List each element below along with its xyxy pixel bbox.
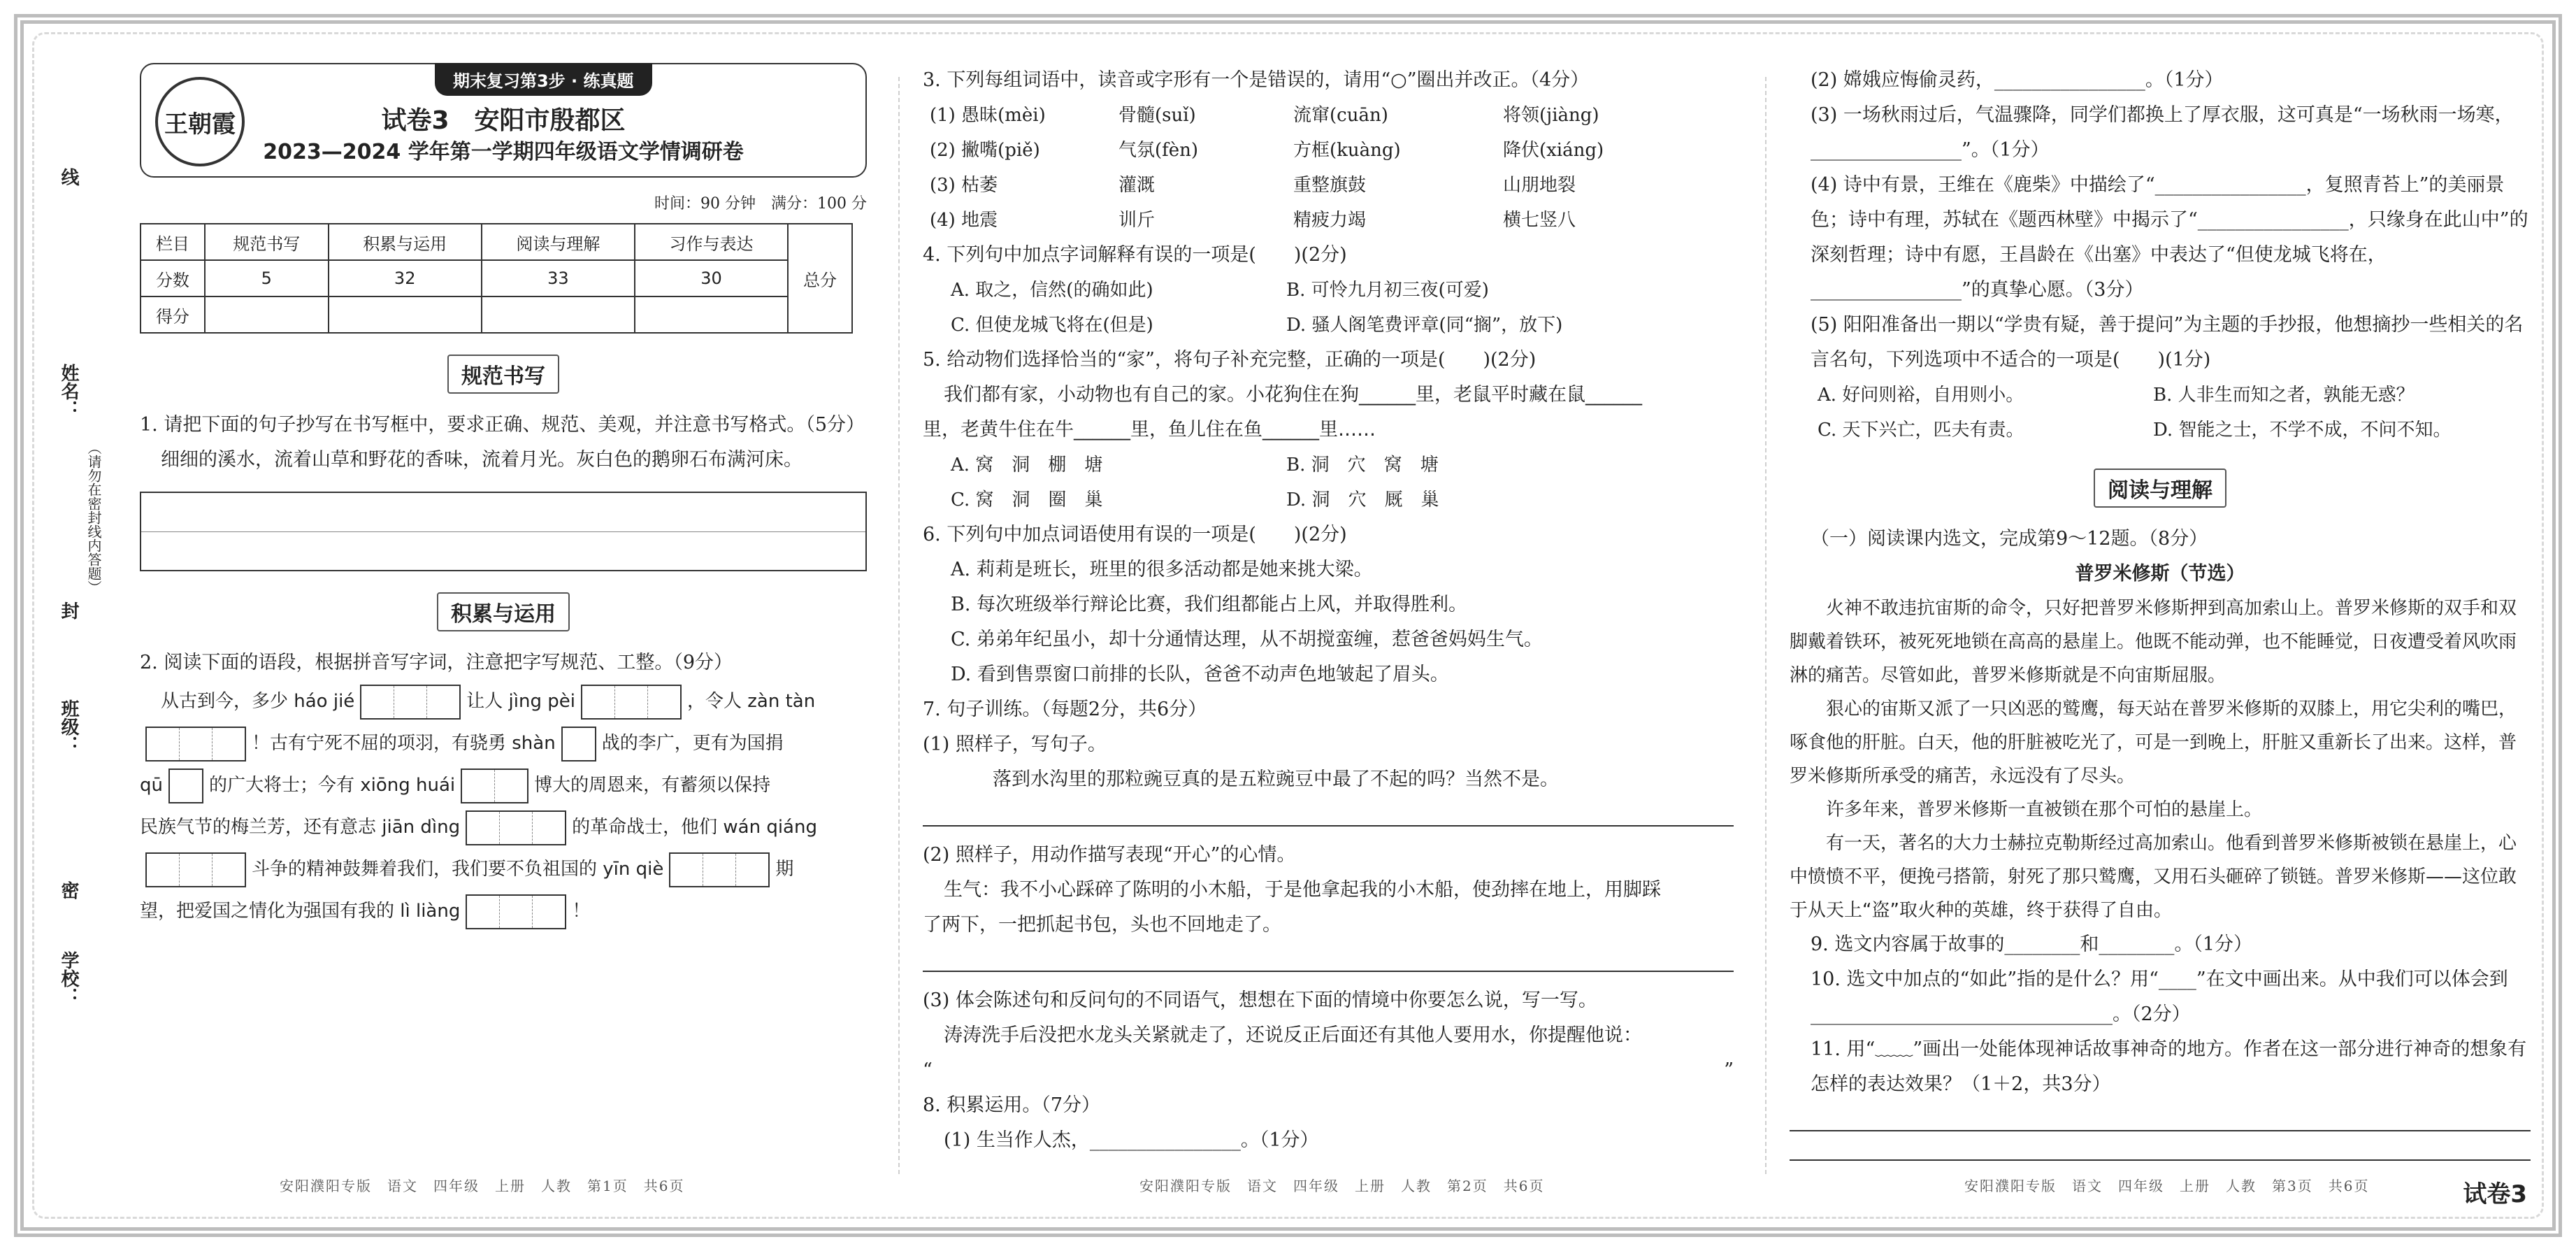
score-input[interactable] bbox=[205, 296, 329, 333]
q8-item: (5) 阳阳准备出一期以“学贵有疑，善于提问”为主题的手抄报，他想摘抄一些相关的名言名句，下列选项中不适合的一项是( )(1分) bbox=[1811, 314, 2524, 371]
option[interactable]: A. 窝 洞 棚 塘 bbox=[951, 455, 1103, 476]
option[interactable]: C. 弟弟年纪虽小，却十分通情达理，从不胡搅蛮缠，惹爸爸妈妈生气。 bbox=[951, 629, 1543, 650]
word: 将领(jiàng) bbox=[1503, 105, 1599, 126]
question-8: 8. 积累运用。（7分） bbox=[923, 1094, 1101, 1116]
writing-box[interactable] bbox=[140, 492, 867, 571]
binding-mark-3: 密 bbox=[58, 881, 79, 899]
passage-text: 的广大将士；今有 xiōng huái bbox=[208, 775, 456, 796]
passage-paragraph: 有一天，著名的大力士赫拉克勒斯经过高加索山。他看到普罗米修斯被锁在悬崖上，心中愤愤不平，便挽弓搭箭，射死了那只鹫鹰，又用石头砸碎了锁链。普罗米修斯——这位敢于从天上“盗”取火种的英雄，终于获得了自由。 bbox=[1790, 833, 2517, 921]
passage-text: ！ bbox=[572, 901, 591, 922]
char-boxes[interactable] bbox=[145, 727, 246, 762]
page-footer: 安阳濮阳专版 语文 四年级 上册 人教 第2页 共6页 bbox=[1139, 1178, 1545, 1194]
option[interactable]: C. 但使龙城飞将在(但是) bbox=[951, 315, 1153, 336]
header-tag: 期末复习第3步 · 练真题 bbox=[435, 63, 652, 96]
word: (1) 愚昧(mèi) bbox=[930, 105, 1046, 126]
option[interactable]: D. 洞 穴 厩 巢 bbox=[1286, 489, 1439, 510]
q7-quote-line[interactable] bbox=[923, 1053, 1734, 1088]
word: 训斤 bbox=[1118, 210, 1156, 231]
quote-close: ” bbox=[1724, 1059, 1734, 1081]
q7-sub: (1) 照样子，写句子。 bbox=[923, 734, 1107, 755]
word: 方框(kuàng) bbox=[1293, 140, 1401, 161]
page-label: 试卷3 bbox=[2463, 1180, 2527, 1208]
column-divider bbox=[898, 77, 900, 1174]
section-title bbox=[140, 355, 867, 394]
binding-strip bbox=[49, 140, 105, 1139]
char-boxes[interactable] bbox=[466, 810, 566, 845]
passage-title: 普罗米修斯（节选） bbox=[2075, 563, 2245, 585]
exam-title: 试卷3 安阳市殷都区 bbox=[381, 106, 626, 135]
option[interactable]: C. 窝 洞 圈 巢 bbox=[951, 489, 1103, 510]
exam-meta: 时间：90 分钟 满分：100 分 bbox=[654, 195, 867, 213]
score-cell: 5 bbox=[205, 260, 329, 296]
score-header: 习作与表达 bbox=[635, 224, 788, 260]
school-label: 学校： bbox=[58, 951, 79, 1006]
copy-text: 细细的溪水，流着山草和野花的香味，流着月光。灰白色的鹅卵石布满河床。 bbox=[161, 449, 803, 471]
q7-example: 了两下，一把抓起书包，头也不回地走了。 bbox=[923, 914, 1281, 936]
column-1 bbox=[140, 63, 867, 1167]
passage-paragraph: 狠心的宙斯又派了一只凶恶的鹫鹰，每天站在普罗米修斯的双膝上，用它尖利的嘴巴，啄食他的肝脏。白天，他的肝脏被吃光了，可是一到晚上，肝脏又重新长了出来。这样，普罗米修斯所承受的痛苦，永远没有了尽头。 bbox=[1790, 699, 2517, 787]
q4-options bbox=[923, 273, 1734, 343]
option[interactable]: A. 好问则裕，自用则小。 bbox=[1818, 385, 2024, 406]
column-3 bbox=[1790, 63, 2531, 1167]
q7-example: 落到水沟里的那粒豌豆真的是五粒豌豆中最了不起的吗？当然不是。 bbox=[993, 769, 1559, 790]
passage-paragraph: 火神不敢违抗宙斯的命令，只好把普罗米修斯押到高加索山上。普罗米修斯的双手和双脚戴着铁环，被死死地锁在高高的悬崖上。他既不能动弹，也不能睡觉，日夜遭受着风吹雨淋的痛苦。尽管如此，普罗米修斯就是不向宙斯屈服。 bbox=[1790, 598, 2517, 686]
char-boxes[interactable] bbox=[581, 685, 682, 720]
pinyin-passage bbox=[140, 680, 867, 932]
question-6: 6. 下列句中加点词语使用有误的一项是( )(2分) bbox=[923, 524, 1347, 545]
option[interactable]: D. 看到售票窗口前排的长队，爸爸不动声色地皱起了眉头。 bbox=[951, 664, 1449, 685]
question-3: 3. 下列每组词语中，读音或字形有一个是错误的，请用“○”圈出并改正。（4分） bbox=[923, 69, 1590, 91]
option[interactable]: B. 可怜九月初三夜(可爱) bbox=[1286, 280, 1489, 301]
score-header: 规范书写 bbox=[205, 224, 329, 260]
q7-text: 涛涛洗手后没把水龙头关紧就走了，还说反正后面还有其他人要用水，你提醒他说： bbox=[944, 1024, 1642, 1046]
q8-item: (2) 嫦娥应悔偷灵药，________________。（1分） bbox=[1811, 69, 2224, 91]
section-title bbox=[140, 592, 867, 631]
answer-line[interactable] bbox=[923, 808, 1734, 827]
q7-sub: (3) 体会陈述句和反问句的不同语气，想想在下面的情境中你要怎么说，写一写。 bbox=[923, 989, 1597, 1011]
char-boxes[interactable] bbox=[669, 852, 770, 887]
question-7: 7. 句子训练。（每题2分，共6分） bbox=[923, 699, 1207, 720]
score-cell: 分数 bbox=[141, 260, 205, 296]
q3-row bbox=[923, 203, 1734, 238]
exam-header bbox=[140, 63, 867, 178]
q8-item: (1) 生当作人杰，________________。（1分） bbox=[944, 1129, 1319, 1151]
section-title-text: 规范书写 bbox=[447, 355, 559, 394]
option[interactable]: A. 莉莉是班长，班里的很多活动都是她来挑大梁。 bbox=[951, 559, 1373, 580]
question-5: 5. 给动物们选择恰当的“家”，将句子补充完整，正确的一项是( )(2分) bbox=[923, 349, 1537, 371]
section-title-text: 积累与运用 bbox=[437, 592, 570, 631]
q7-example: 生气：我不小心踩碎了陈明的小木船，于是他拿起我的小木船，使劲摔在地上，用脚踩 bbox=[944, 879, 1661, 901]
word: (3) 枯萎 bbox=[930, 175, 998, 196]
q3-row bbox=[923, 98, 1734, 133]
q3-row bbox=[923, 168, 1734, 203]
q5-text: 我们都有家，小动物也有自己的家。小花狗住在狗______里，老鼠平时藏在鼠______ bbox=[944, 384, 1642, 406]
q8-options bbox=[1790, 378, 2531, 448]
option[interactable]: B. 每次班级举行辩论比赛，我们组都能占上风，并取得胜利。 bbox=[951, 594, 1468, 615]
passage-text: 让人 jìng pèi bbox=[466, 691, 575, 712]
score-cell: 32 bbox=[329, 260, 482, 296]
passage-text: 民族气节的梅兰芳，还有意志 jiān dìng bbox=[140, 817, 461, 838]
word: 重整旗鼓 bbox=[1293, 175, 1367, 196]
score-input[interactable] bbox=[329, 296, 482, 333]
char-boxes[interactable] bbox=[461, 769, 528, 803]
passage-text: ，令人 zàn tàn bbox=[686, 691, 816, 712]
question-1: 1. 请把下面的句子抄写在书写框中，要求正确、规范、美观，并注意书写格式。（5分） bbox=[140, 414, 865, 436]
section-title bbox=[1790, 469, 2531, 508]
class-label: 班级： bbox=[58, 699, 79, 754]
passage-text: qū bbox=[140, 775, 163, 796]
score-header-total: 总分 bbox=[788, 224, 852, 333]
word: 骨髓(suǐ) bbox=[1118, 105, 1196, 126]
score-table bbox=[140, 223, 853, 334]
logo-icon: 王朝霞 bbox=[155, 77, 245, 166]
char-boxes[interactable] bbox=[466, 894, 566, 929]
answer-line[interactable] bbox=[1790, 1113, 2531, 1131]
binding-note: （请勿在密封线内答题） bbox=[85, 441, 102, 594]
word: 气氛(fèn) bbox=[1118, 140, 1199, 161]
word: 灌溉 bbox=[1118, 175, 1156, 196]
question-2: 2. 阅读下面的语段，根据拼音写字词，注意把字写规范、工整。（9分） bbox=[140, 652, 733, 673]
char-boxes[interactable] bbox=[561, 727, 596, 762]
page-footer: 安阳濮阳专版 语文 四年级 上册 人教 第1页 共6页 bbox=[280, 1178, 685, 1194]
q8-item: (4) 诗中有景，王维在《鹿柴》中描绘了“________________，复照青苔上”的美丽景色；诗中有理，苏轼在《题西林壁》中揭示了“________________，只缘身在此山中”的深刻哲理；诗中有愿，王昌龄在《出塞》中表达了“但使龙城飞将在，________________”的真挚心愿。（3分） bbox=[1811, 174, 2528, 301]
column-divider bbox=[1765, 77, 1766, 1174]
passage-text: 望，把爱国之情化为强国有我的 lì liàng bbox=[140, 901, 461, 922]
score-header: 积累与运用 bbox=[329, 224, 482, 260]
word: 山朋地裂 bbox=[1503, 175, 1576, 196]
question-11: 11. 用“﹏﹏”画出一处能体现神话故事神奇的地方。作者在这一部分进行神奇的想象有怎样的表达效果？（1＋2，共3分） bbox=[1811, 1038, 2527, 1095]
option[interactable]: C. 天下兴亡，匹夫有责。 bbox=[1818, 420, 2024, 441]
passage-text: 期 bbox=[775, 859, 794, 880]
passage-text: 从古到今，多少 háo jié bbox=[161, 691, 355, 712]
exam-subtitle: 2023—2024 学年第一学期四年级语文学情调研卷 bbox=[263, 140, 744, 164]
question-9: 9. 选文内容属于故事的________和________。（1分） bbox=[1811, 934, 2253, 955]
quote-open: “ bbox=[923, 1059, 933, 1081]
char-boxes[interactable] bbox=[360, 685, 461, 720]
passage-text: 的革命战士，他们 wán qiáng bbox=[572, 817, 817, 838]
q8-item: (3) 一场秋雨过后，气温骤降，同学们都换上了厚衣服，这可真是“一场秋雨一场寒，________________”。（1分） bbox=[1811, 104, 2514, 161]
option[interactable]: D. 智能之士，不学不成，不问不知。 bbox=[2153, 420, 2452, 441]
answer-line[interactable] bbox=[923, 954, 1734, 972]
name-label: 姓名： bbox=[58, 364, 79, 418]
option[interactable]: B. 洞 穴 窝 塘 bbox=[1286, 455, 1439, 476]
passage-text: ！古有宁死不屈的项羽，有骁勇 shàn bbox=[252, 733, 556, 754]
option[interactable]: D. 骚人阁笔费评章(同“搁”，放下) bbox=[1286, 315, 1563, 336]
passage-text: 博大的周恩来，有蓄须以保持 bbox=[534, 775, 771, 796]
passage-text: 战的李广，更有为国捐 bbox=[601, 733, 784, 754]
word: (4) 地震 bbox=[930, 210, 998, 231]
question-4: 4. 下列句中加点字词解释有误的一项是( )(2分) bbox=[923, 244, 1347, 266]
word: 流窜(cuān) bbox=[1293, 105, 1388, 126]
page-footer: 安阳濮阳专版 语文 四年级 上册 人教 第3页 共6页 bbox=[1964, 1178, 2370, 1194]
reading-intro: （一）阅读课内选文，完成第9～12题。（8分） bbox=[1811, 528, 2208, 550]
passage-text: 斗争的精神鼓舞着我们，我们要不负祖国的 yīn qiè bbox=[252, 859, 664, 880]
q5-text: 里，老黄牛住在牛______里，鱼儿住在鱼______里…… bbox=[923, 419, 1376, 441]
binding-mark-1: 线 bbox=[58, 168, 79, 186]
score-input[interactable] bbox=[482, 296, 635, 333]
score-header: 栏目 bbox=[141, 224, 205, 260]
score-input[interactable] bbox=[635, 296, 788, 333]
word: 精疲力竭 bbox=[1293, 210, 1367, 231]
word: (2) 撇嘴(piě) bbox=[930, 140, 1040, 161]
option[interactable]: B. 人非生而知之者，孰能无惑？ bbox=[2153, 385, 2415, 406]
answer-line[interactable] bbox=[1790, 1143, 2531, 1161]
q3-row bbox=[923, 133, 1734, 168]
score-cell: 33 bbox=[482, 260, 635, 296]
word: 横七竖八 bbox=[1503, 210, 1576, 231]
score-cell: 30 bbox=[635, 260, 788, 296]
option[interactable]: A. 取之，信然(的确如此) bbox=[951, 280, 1153, 301]
q7-sub: (2) 照样子，用动作描写表现“开心”的心情。 bbox=[923, 844, 1296, 866]
q5-options bbox=[923, 448, 1734, 517]
column-2 bbox=[923, 63, 1734, 1167]
score-cell: 得分 bbox=[141, 296, 205, 333]
char-boxes[interactable] bbox=[145, 852, 246, 887]
passage-paragraph: 许多年来，普罗米修斯一直被锁在那个可怕的悬崖上。 bbox=[1826, 799, 2263, 820]
score-header: 阅读与理解 bbox=[482, 224, 635, 260]
question-10: 10. 选文中加点的“如此”指的是什么？用“____”在文中画出来。从中我们可以体会到________________________________。（2分） bbox=[1811, 968, 2508, 1025]
section-title-text: 阅读与理解 bbox=[2094, 469, 2226, 508]
word: 降伏(xiáng) bbox=[1503, 140, 1604, 161]
binding-mark-2: 封 bbox=[58, 601, 79, 620]
char-boxes[interactable] bbox=[168, 769, 203, 803]
